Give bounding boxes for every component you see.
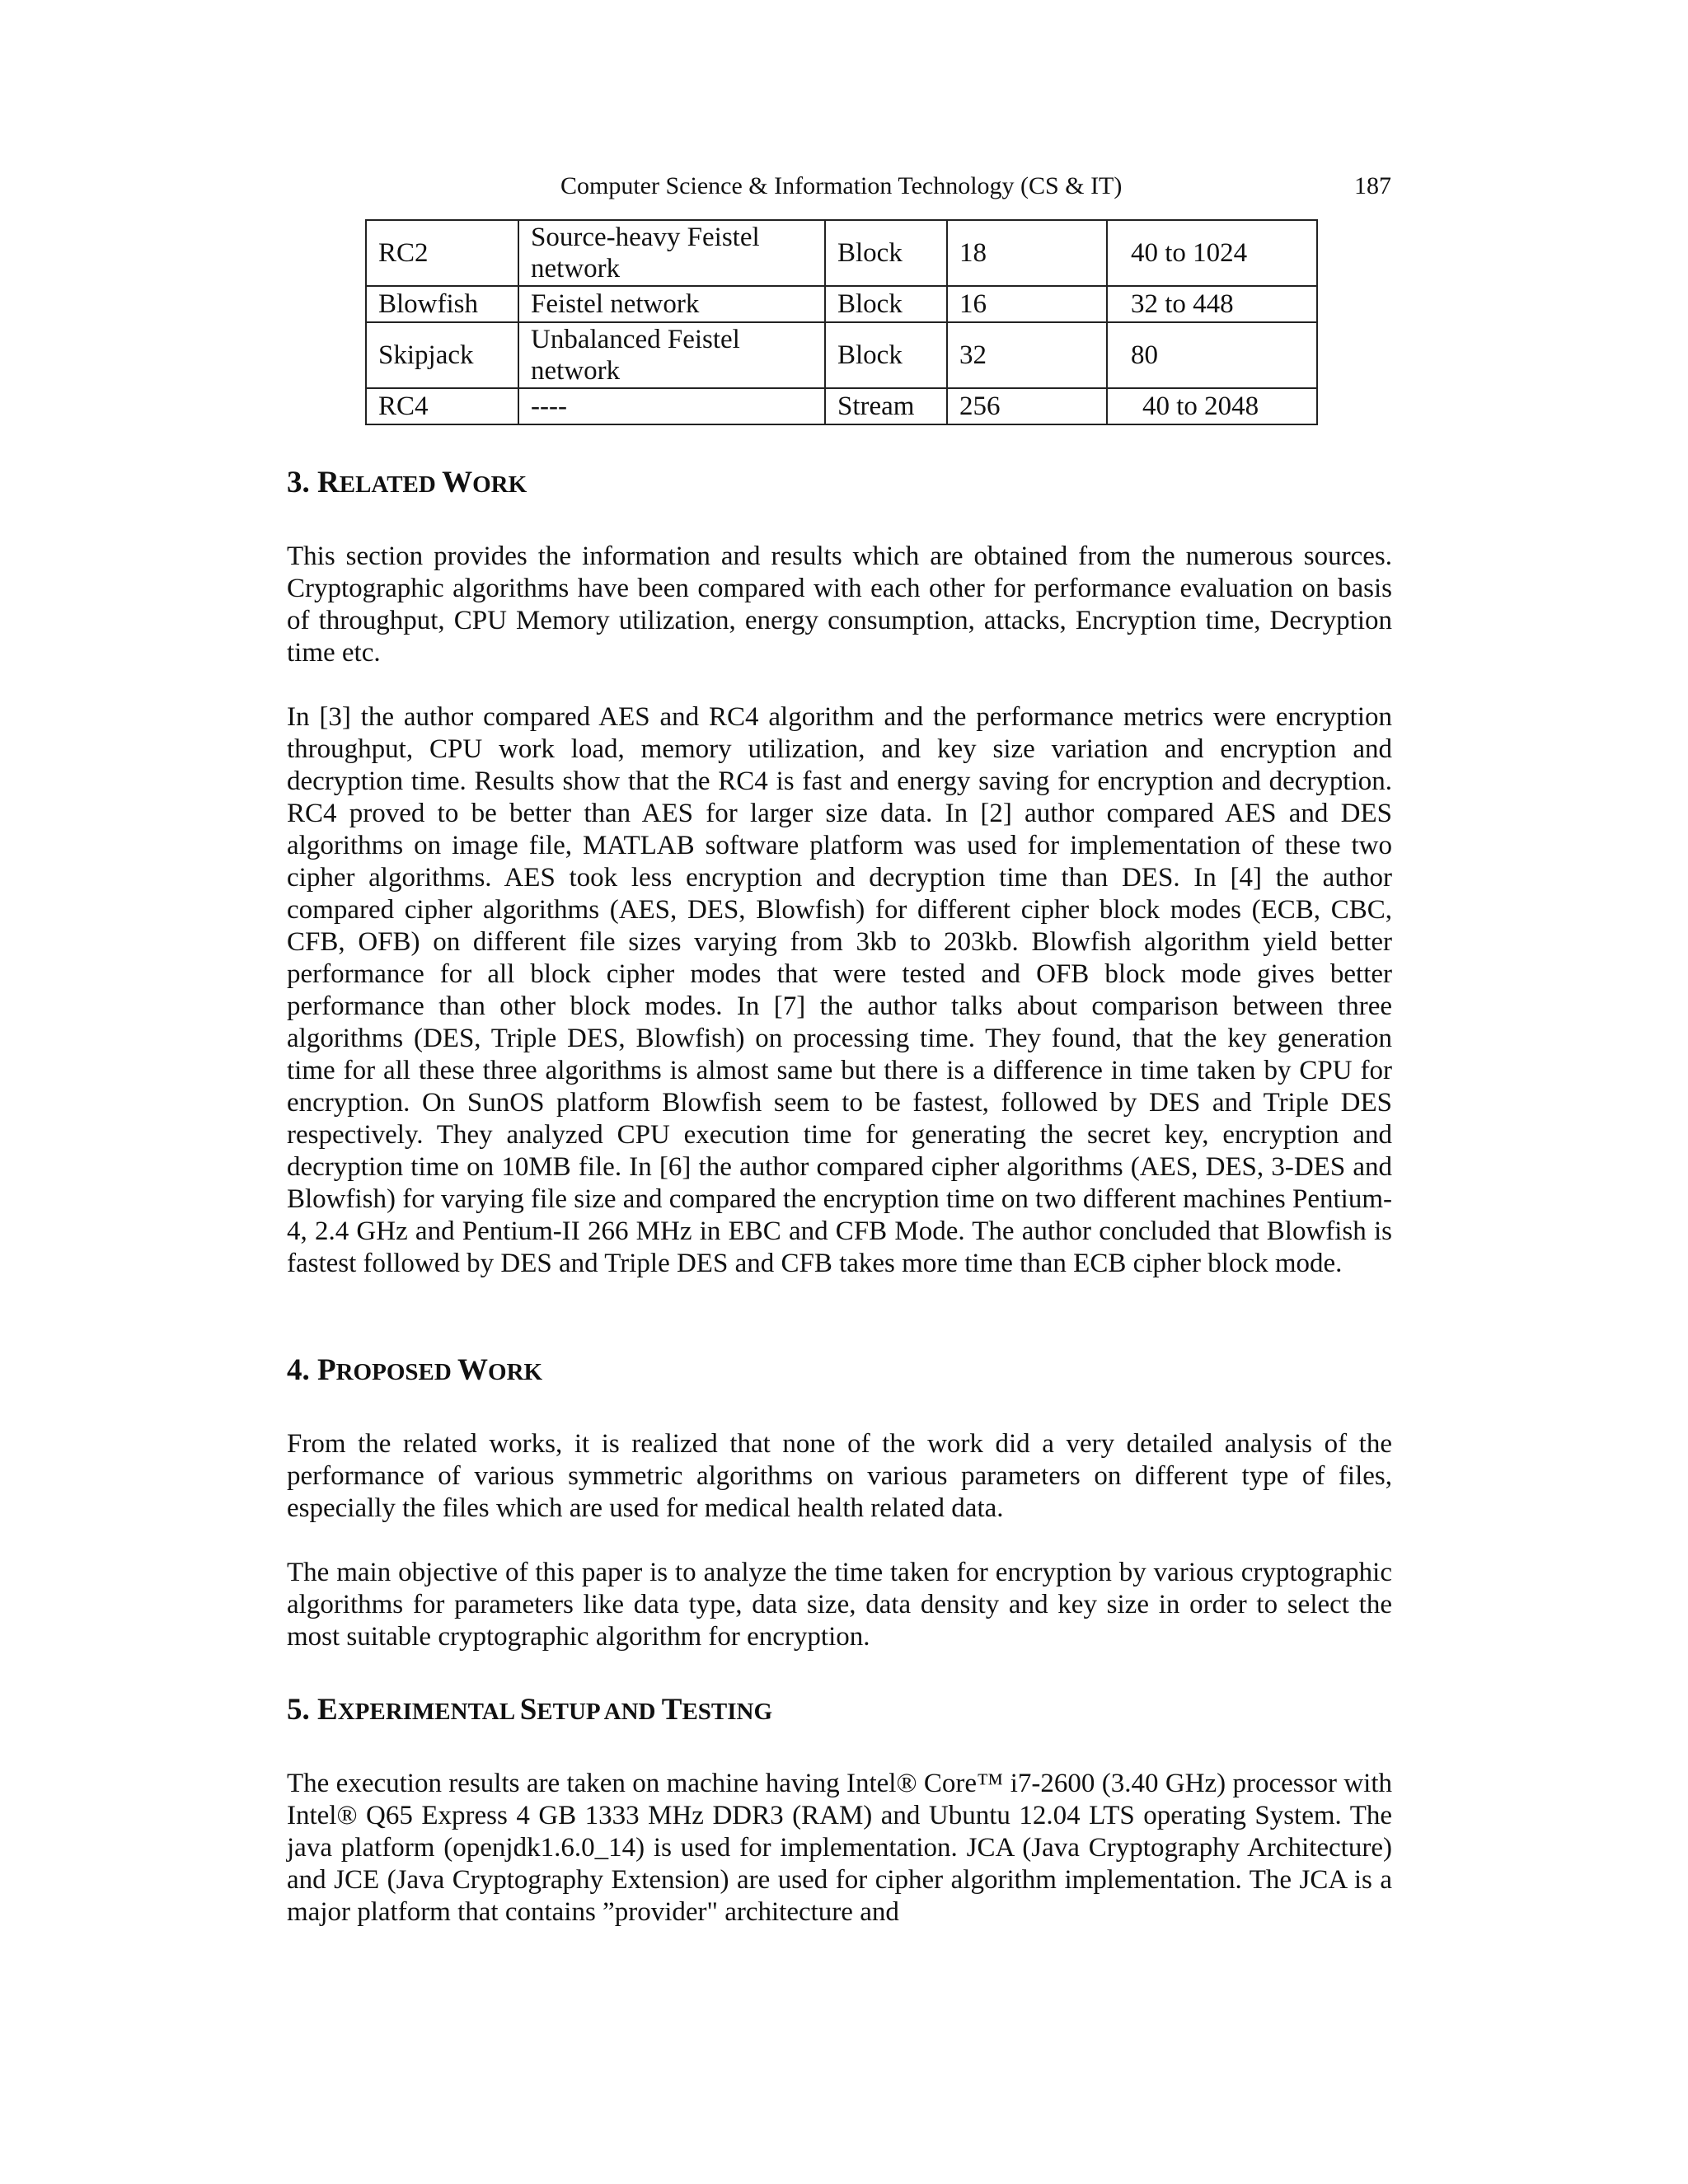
table-row: [366, 286, 1317, 322]
table-cell: Feistel network: [518, 286, 825, 322]
table-cell: 32: [947, 322, 1107, 388]
table-cell: Source-heavy Feistel network: [518, 220, 825, 286]
table-cell: 40 to 2048: [1107, 388, 1317, 424]
table-cell: 32 to 448: [1107, 286, 1317, 322]
table-cell: 16: [947, 286, 1107, 322]
table-row: [366, 388, 1317, 424]
page-number: 187: [1354, 172, 1391, 199]
table-cell: Stream: [825, 388, 947, 424]
table-cell: Blowfish: [366, 286, 518, 322]
paragraph: In [3] the author compared AES and RC4 algorithm and the performance metrics were encryption throughput, CPU work load, memory utilization, and key size variation and encryption and decryption time. Results show that the RC4 is fast and energy saving for encryption and decryption. RC4 proved to be better than AES for larger size data. In [2] author compared AES and DES algorithms on image file, MATLAB software platform was used for implementation of these two cipher algorithms. AES took less encryption and decryption time than DES. In [4] the author compared cipher algorithms (AES, DES, Blowfish) for different cipher block modes (ECB, CBC, CFB, OFB) on different file sizes varying from 3kb to 203kb. Blowfish algorithm yield better performance for all block cipher modes that were tested and OFB block mode gives better performance than other block modes. In [7] the author talks about comparison between three algorithms (DES, Triple DES, Blowfish) on processing time. They found, that the key generation time for all these three algorithms is almost same but there is a difference in time taken by CPU for encryption. On SunOS platform Blowfish seem to be fastest, followed by DES and Triple DES respectively. They analyzed CPU execution time for generating the secret key, encryption and decryption time on 10MB file. In [6] the author compared cipher algorithms (AES, DES, 3-DES and Blowfish) for varying file size and compared the encryption time on two different machines Pentium-4, 2.4 GHz and Pentium-II 266 MHz in EBC and CFB Mode. The author concluded that Blowfish is fastest followed by DES and Triple DES and CFB takes more time than ECB cipher block mode.: [287, 702, 1393, 1278]
table-cell: 18: [947, 220, 1107, 286]
paragraph: From the related works, it is realized that none of the work did a very detailed analysis of the performance of various symmetric algorithms on various parameters on different type of files, especially the files which are used for medical health related data.: [287, 1429, 1392, 1523]
section-heading-experimental-setup: 5. EXPERIMENTAL SETUP AND TESTING: [287, 1693, 773, 1727]
table-cell: 256: [947, 388, 1107, 424]
section-heading-proposed-work: 4. PROPOSED WORK: [287, 1353, 543, 1387]
table-cell: Block: [825, 322, 947, 388]
table-row: [366, 322, 1317, 388]
table-cell: 40 to 1024: [1107, 220, 1317, 286]
table-cell: Skipjack: [366, 322, 518, 388]
paragraph: The main objective of this paper is to analyze the time taken for encryption by various cryptographic algorithms for parameters like data type, data size, data density and key size in order to select the most suitable cryptographic algorithm for encryption.: [287, 1558, 1392, 1652]
table-cell: Block: [825, 220, 947, 286]
cipher-table: [365, 219, 1318, 425]
table-cell: ----: [518, 388, 825, 424]
table-row: [366, 220, 1317, 286]
running-header: Computer Science & Information Technology (CS & IT): [560, 172, 1123, 199]
section-heading-related-work: 3. RELATED WORK: [287, 466, 528, 499]
table-cell: RC2: [366, 220, 518, 286]
table-cell: Block: [825, 286, 947, 322]
table-cell: Unbalanced Feistel network: [518, 322, 825, 388]
table-cell: 80: [1107, 322, 1317, 388]
table-cell: RC4: [366, 388, 518, 424]
paragraph: This section provides the information and results which are obtained from the numerous sources. Cryptographic algorithms have been compared with each other for performance evaluation on basis of throughput, CPU Memory utilization, energy consumption, attacks, Encryption time, Decryption time etc.: [287, 541, 1392, 668]
paragraph: The execution results are taken on machine having Intel® Core™ i7-2600 (3.40 GHz) processor with Intel® Q65 Express 4 GB 1333 MHz DDR3 (RAM) and Ubuntu 12.04 LTS operating System. The java platform (openjdk1.6.0_14) is used for implementation. JCA (Java Cryptography Architecture) and JCE (Java Cryptography Extension) are used for cipher algorithm implementation. The JCA is a major platform that contains ”provider" architecture and: [287, 1769, 1392, 1927]
